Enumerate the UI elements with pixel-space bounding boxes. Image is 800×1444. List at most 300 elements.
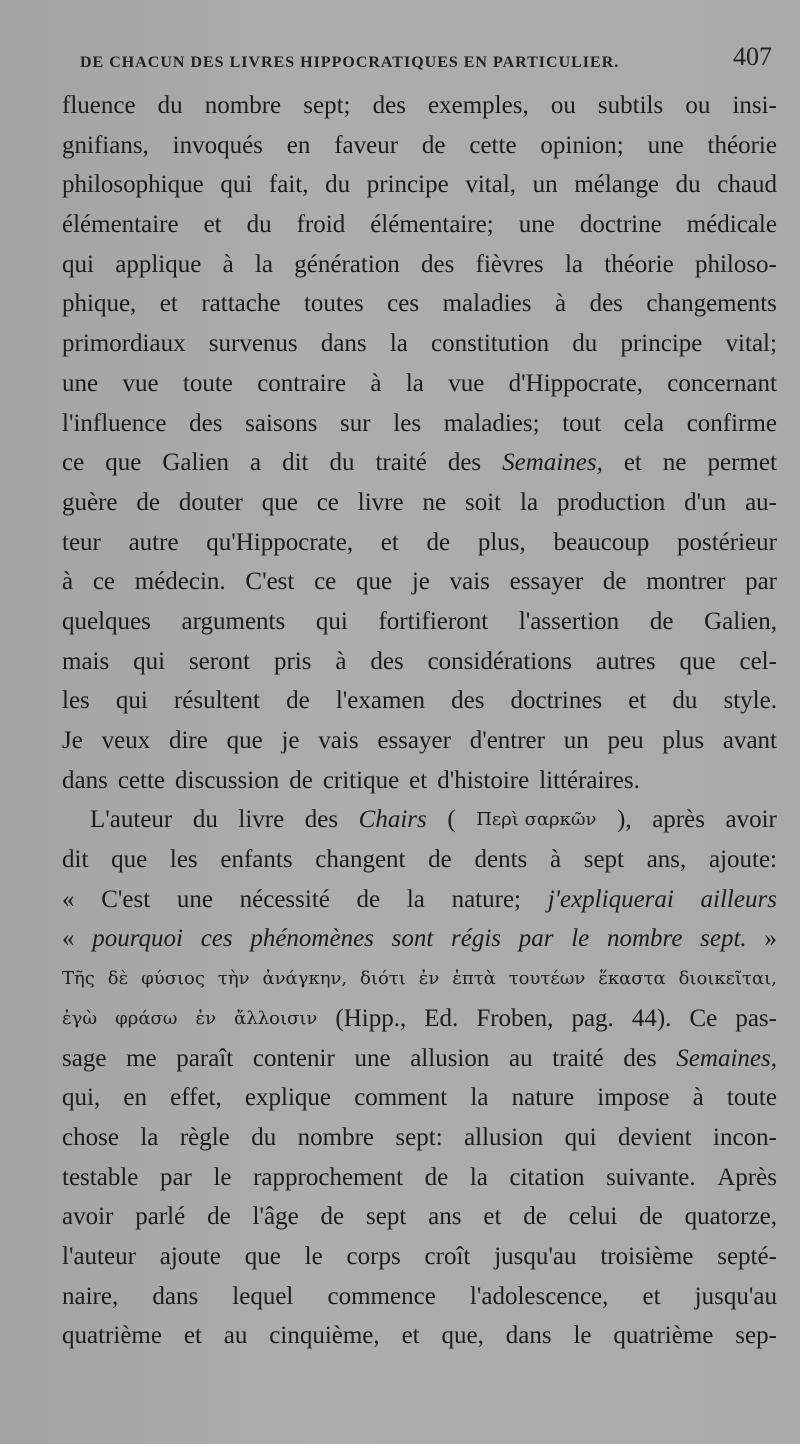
word: ce [316, 488, 339, 516]
word: vital, [465, 171, 517, 199]
word: rapprochement [253, 1163, 404, 1191]
word: du [246, 211, 272, 239]
word: tout [562, 409, 602, 437]
word: ( [447, 806, 456, 834]
word: διοικεῖται, [678, 968, 777, 990]
word: a [249, 449, 262, 477]
text-line [62, 165, 777, 205]
word: maladies; [443, 409, 540, 437]
word: dire [168, 727, 208, 754]
word: l'adolescence, [469, 1282, 609, 1310]
word: allusion [410, 1044, 490, 1072]
word: que [244, 1242, 281, 1270]
word: la [469, 1163, 488, 1191]
word: du [672, 687, 698, 715]
word: avoir [62, 1203, 114, 1231]
word: le [571, 925, 590, 953]
word: soit [465, 488, 502, 516]
word: ans [428, 1203, 462, 1231]
word: de [649, 607, 674, 635]
word: changent [315, 846, 406, 874]
word: cette [117, 766, 166, 794]
word: la [405, 369, 424, 397]
word: douter [178, 488, 243, 516]
text-line [62, 205, 777, 245]
word: nature; [451, 885, 521, 913]
word: je [411, 568, 430, 596]
word: à [549, 846, 562, 874]
word: l'examen [335, 687, 425, 715]
word: Froben, [476, 1004, 554, 1032]
word: Chairs [358, 806, 427, 834]
word: autres [595, 647, 656, 675]
word: dans [505, 1322, 552, 1350]
word: (Hipp., [335, 1004, 407, 1032]
word: pris [273, 647, 312, 675]
text-line [62, 1158, 777, 1198]
word: Semaines, [676, 1044, 777, 1072]
word: de [602, 568, 627, 596]
word: à [370, 369, 382, 397]
word: ces [387, 290, 420, 318]
word: sage [62, 1044, 107, 1072]
word: des [421, 250, 455, 278]
word: de [428, 846, 452, 874]
word: et [401, 1322, 420, 1350]
text-line [62, 562, 777, 602]
word: faveur [334, 131, 399, 159]
word: théorie [604, 250, 674, 278]
word: contraire [257, 369, 347, 397]
word: pag. [571, 1004, 614, 1032]
word: opinion; [540, 131, 624, 159]
word: Ed. [424, 1004, 459, 1032]
word: autre [128, 528, 179, 556]
word: j'expliquerai [547, 885, 674, 913]
word: montrer [646, 568, 726, 596]
word: traité [552, 1044, 604, 1072]
word: C'est [245, 568, 295, 596]
word: des [189, 409, 223, 437]
word: médecin. [134, 568, 226, 596]
text-line [62, 1277, 777, 1317]
word: qui [62, 250, 94, 278]
word: ne [422, 488, 447, 516]
text-line [62, 483, 777, 523]
word: ἐγὼ [62, 1007, 98, 1029]
word: parlé [135, 1203, 186, 1231]
word: jusqu'au [694, 1282, 777, 1310]
word: postérieur [676, 528, 777, 556]
word: « [62, 885, 75, 913]
word: ce [314, 568, 337, 596]
word: ajoute: [708, 846, 777, 874]
text-line [62, 1237, 777, 1277]
word: corps [346, 1242, 401, 1270]
word: cela [623, 409, 665, 437]
word: troisième [600, 1242, 694, 1270]
text-line [62, 1078, 777, 1118]
word: guère [62, 488, 118, 516]
word: applique [115, 250, 202, 278]
word: testable [62, 1163, 139, 1191]
text-line [62, 800, 777, 840]
text-line [62, 959, 777, 999]
word: allusion [464, 1123, 544, 1151]
word: et [623, 449, 642, 477]
word: ), [617, 806, 632, 834]
word: C'est [101, 885, 151, 913]
word: fait, [268, 171, 309, 199]
word: une [518, 211, 555, 239]
word: ajoute [159, 1242, 221, 1270]
word: et [183, 1322, 202, 1350]
word: de [320, 1203, 345, 1231]
word: qu'Hippocrate, [206, 528, 354, 556]
word: au [509, 1044, 533, 1072]
word: quelques [62, 607, 151, 635]
word: toute [726, 1084, 777, 1112]
word: que [679, 647, 716, 675]
text-line [62, 602, 777, 642]
word: devient [618, 1123, 692, 1151]
word: du [325, 171, 351, 199]
word: qui [220, 171, 253, 199]
word: philoso- [694, 250, 777, 278]
word: chose [62, 1123, 119, 1151]
text-line [62, 840, 777, 880]
word: avant [722, 727, 777, 754]
word: l'influence [62, 409, 167, 437]
text-line [62, 86, 777, 126]
word: à [692, 1084, 704, 1112]
word: la [140, 1123, 159, 1151]
word: et [380, 528, 399, 556]
word: doctrines [510, 687, 603, 715]
word: une [647, 131, 684, 159]
word: citation [509, 1163, 585, 1191]
word: discussion [175, 766, 280, 794]
word: vue [448, 369, 485, 397]
word: théorie [707, 131, 777, 159]
word: chaud [717, 171, 777, 199]
word: fortifieront [378, 607, 489, 635]
word: plus [662, 727, 705, 754]
word: impose [597, 1084, 670, 1112]
word: nécessité [239, 885, 330, 913]
word: vital; [725, 330, 777, 358]
word: teur [62, 528, 101, 556]
word: élémentaire [62, 211, 179, 239]
word: nombre [297, 1123, 374, 1151]
word: naire, [62, 1282, 119, 1310]
word: des [372, 92, 406, 119]
word: « [62, 925, 75, 953]
word: d'histoire [437, 766, 530, 794]
text-line [62, 999, 777, 1039]
word: explique [244, 1084, 332, 1112]
word: et [203, 211, 222, 239]
word: Περὶ σαρκῶν [476, 809, 597, 831]
word: commence [327, 1282, 436, 1310]
word: enfants [220, 846, 293, 874]
text-line [62, 880, 777, 920]
word: de [426, 528, 451, 556]
word: διότι [360, 968, 406, 990]
text-line [62, 245, 777, 285]
word: les [62, 687, 90, 715]
word: philosophique [62, 171, 204, 199]
running-head: DE CHACUN DES LIVRES HIPPOCRATIQUES EN PARTICULIER. [80, 54, 620, 71]
word: insi- [732, 92, 777, 119]
word: ἕκαστα [598, 968, 666, 990]
word: l'assertion [518, 607, 620, 635]
word: et [409, 766, 428, 794]
word: un [532, 171, 558, 199]
word: des [447, 449, 482, 477]
word: Τῆς [62, 968, 95, 990]
word: à [554, 290, 567, 318]
word: que [261, 488, 298, 516]
word: essayer [377, 727, 451, 754]
word: quatorze, [684, 1203, 777, 1231]
word: production [556, 488, 666, 516]
text-line [62, 523, 777, 563]
word: qui [315, 607, 348, 635]
word: la [470, 1084, 489, 1112]
word: Galien, [704, 607, 777, 635]
word: résultent [173, 687, 261, 715]
word: incon- [713, 1123, 777, 1151]
word: le [304, 1242, 323, 1270]
word: livre [238, 806, 285, 834]
word: qui [115, 687, 148, 715]
word: les [393, 409, 422, 437]
word: un [563, 727, 589, 754]
word: subtils [597, 92, 664, 119]
word: quatrième [613, 1322, 714, 1350]
word: ces [200, 925, 233, 953]
word: règle [179, 1123, 230, 1151]
word: me [126, 1044, 157, 1072]
word: de [356, 885, 381, 913]
word: beaucoup [553, 528, 650, 556]
word: dans [320, 330, 367, 358]
word: du [572, 330, 598, 358]
word: d'un [684, 488, 727, 516]
word: exemples, [428, 92, 529, 119]
word: φύσιος [141, 968, 205, 990]
word: dit [62, 846, 89, 874]
word: dans [62, 766, 108, 794]
word: de [286, 687, 310, 715]
word: croît [424, 1242, 471, 1270]
word: ou [550, 92, 576, 119]
word: avoir [725, 806, 777, 834]
word: sep- [735, 1322, 777, 1350]
word: invoqués [172, 131, 263, 159]
word: saisons [245, 409, 318, 437]
word: fièvres [475, 250, 544, 278]
word: ce [62, 449, 85, 477]
word: des [623, 1044, 657, 1072]
word: la [389, 330, 408, 358]
word: des [370, 647, 404, 675]
word: sept; [303, 92, 351, 119]
word: lequel [232, 1282, 294, 1310]
word: nature [511, 1084, 575, 1112]
word: confirme [686, 409, 777, 437]
word: septé- [717, 1242, 777, 1270]
word: constitution [431, 330, 550, 358]
word: et [159, 290, 178, 318]
word: génération [294, 250, 400, 278]
word: que [111, 846, 148, 874]
word: de [207, 1203, 231, 1231]
word: le [213, 1163, 232, 1191]
word: fluence [62, 92, 136, 119]
word: veux [101, 727, 151, 754]
word: élémentaire; [370, 211, 494, 239]
word: du [192, 806, 218, 834]
word: froid [296, 211, 346, 239]
word: du [329, 449, 355, 477]
text-line [62, 642, 777, 682]
word: une [354, 1044, 391, 1072]
word: gnifians, [62, 131, 149, 159]
word: doctrine [579, 211, 662, 239]
word: de [424, 1163, 449, 1191]
word: au [223, 1322, 248, 1350]
word: du [675, 171, 701, 199]
text-line [62, 1197, 777, 1237]
word: régis [451, 925, 502, 953]
word: nombre [606, 925, 683, 953]
word: Ce [689, 1004, 718, 1032]
word: jusqu'au [494, 1242, 577, 1270]
word: toutes [303, 290, 364, 318]
word: concernant [667, 369, 777, 397]
word: à [335, 647, 347, 675]
word: que [226, 727, 263, 754]
word: par [159, 1163, 192, 1191]
word: et [628, 687, 647, 715]
word: sept [366, 1203, 407, 1231]
word: le [573, 1322, 592, 1350]
word: dents [474, 846, 528, 874]
word: Galien [162, 449, 229, 477]
word: ἐν [418, 968, 440, 990]
word: changements [646, 290, 777, 318]
word: par [745, 568, 777, 596]
word: sept: [395, 1123, 443, 1151]
word: de [639, 1203, 663, 1231]
word: à [62, 568, 74, 596]
word: pas- [735, 1004, 777, 1032]
word: des [304, 806, 339, 834]
word: effet, [170, 1084, 222, 1112]
word: peu [607, 727, 644, 754]
word: les [169, 846, 198, 874]
word: τουτέων [508, 968, 586, 990]
word: par [518, 925, 554, 953]
word: ou [685, 92, 711, 119]
word: livre [357, 488, 404, 516]
text-line [62, 284, 777, 324]
word: sept [583, 846, 625, 874]
word: contenir [252, 1044, 335, 1072]
text-line [62, 919, 777, 959]
word: que [356, 568, 393, 596]
word: médicale [686, 211, 777, 239]
word: en [123, 1084, 147, 1112]
word: suivante. [606, 1163, 696, 1191]
text-line [62, 721, 777, 761]
word: sont [391, 925, 434, 953]
text-line [62, 443, 777, 483]
word: phénomènes [250, 925, 374, 953]
word: ans, [646, 846, 687, 874]
word: du [251, 1123, 277, 1151]
word: φράσω [115, 1007, 178, 1029]
word: Semaines, [502, 449, 603, 477]
word: de [421, 131, 446, 159]
word: cette [469, 131, 517, 159]
word: vue [122, 369, 159, 397]
word: principe [620, 330, 703, 358]
word: après [652, 806, 705, 834]
word: cel- [739, 647, 777, 675]
word: seront [188, 647, 251, 675]
word: ἄλλοισιν [234, 1007, 318, 1029]
text-line [62, 364, 777, 404]
text-line [62, 1316, 777, 1356]
word: ἐν [195, 1007, 217, 1029]
word: celui [568, 1203, 618, 1231]
word: de [136, 488, 161, 516]
word: dit [282, 449, 309, 477]
word: une [62, 369, 99, 397]
word: critique [322, 766, 400, 794]
word: la [520, 488, 539, 516]
text-line [62, 126, 777, 166]
word: littéraires. [539, 766, 640, 794]
word: vais [449, 568, 490, 596]
word: toute [182, 369, 233, 397]
word: L'auteur [90, 806, 173, 834]
word: dans [152, 1282, 199, 1310]
word: au- [745, 488, 777, 516]
word: que, [441, 1322, 484, 1350]
word: Je [62, 727, 83, 754]
word: à [222, 250, 234, 278]
word: primordiaux [62, 330, 186, 358]
word: une [176, 885, 213, 913]
word: 44). [631, 1004, 672, 1032]
word: nombre [204, 92, 282, 119]
word: d'Hippocrate, [508, 369, 643, 397]
word: ailleurs [700, 885, 777, 913]
word: considérations [427, 647, 572, 675]
word: phique, [62, 290, 137, 318]
word: traité [375, 449, 427, 477]
word: essayer [509, 568, 584, 596]
word: style. [723, 687, 777, 715]
word: ἑπτὰ [452, 968, 496, 990]
word: je [281, 727, 300, 754]
word: vais [318, 727, 359, 754]
word: qui, [62, 1084, 101, 1112]
